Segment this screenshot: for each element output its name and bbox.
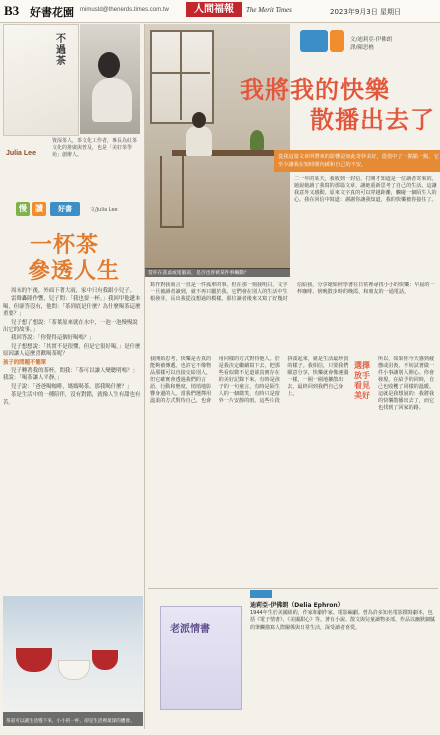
column-tag-slow: 慢 — [16, 202, 30, 216]
left-byline: 文/Julia Lee — [90, 207, 118, 213]
photo-chair — [160, 156, 184, 228]
section-divider — [148, 588, 438, 589]
left-title-line2: 參透人生 — [28, 258, 121, 284]
left-paragraph: 兒子想想說：「其實不是很懂，但是它很好喝。」是什麼原因讓人這麼喜歡喝茶呢？ — [3, 343, 141, 358]
left-paragraph: 茶是生活中的一種陪伴，沒有對錯，就像人生有甜也有苦。 — [3, 392, 141, 406]
author-bio: 資深茶人，茶文化工作者，專長為紅茶文化的推廣與普及，也是「美好茶學苑」創辦人。 — [52, 138, 138, 158]
newspaper-logo-en: The Merit Times — [246, 6, 292, 14]
book-thumb-title: 不過茶 — [56, 34, 66, 67]
left-paragraph: 兒子轉著我的茶杯，問我：「茶可以讓人變聰明嗎？」我說：「喝茶讓人平靜。」 — [3, 368, 138, 382]
photo-window-bar — [150, 72, 210, 74]
main-headline-highlight: 我的快樂 — [290, 75, 390, 104]
column-tag-read: 讀 — [32, 202, 46, 216]
left-title-line1: 一杯茶 — [30, 232, 100, 258]
tea-photo-caption: 茶道可以讓生活慢下來，小小的一杯，卻是生活裡最深的體會。 — [6, 719, 135, 724]
left-paragraph: 兒子說：「爸爸喝咖啡，媽媽喝茶，那我喝什麼？」 — [11, 383, 133, 390]
left-paragraph: 我回答說：「你覺得這個好喝嗎？」 — [11, 335, 95, 342]
book-author-name: 迪莉亞·伊佛朗（Delia Ephron） — [250, 602, 344, 609]
left-subhead: 孩子的問題不簡單 — [3, 359, 47, 366]
book-thumbnail — [3, 24, 79, 136]
main-column-tag2 — [330, 30, 344, 52]
section-email: mimustd@thenerds.times.com.tw — [80, 7, 169, 13]
book-author-bio: 1944年生於美國紐約，作家和劇作家、電影編劇。曾為許多知名電影撰寫劇本，包括《電子情書》、《美國甜心》等。著有小說、散文與兒童讀物多部，作品以幽默細膩的筆觸描寫人際關係與日常生活，深受讀者喜愛。 — [250, 610, 436, 631]
main-deck: 從我這篇文章所帶來的影響是如此奇妙美好，從借中了一點點一點，它至少讓我在短時間內緩和自己的不安。 — [274, 150, 440, 172]
left-paragraph: 雷聲轟隆作響，兒子問：「我也要一杯。」我回甲他遞本喝，但卻答沒有，他問：「茶到底是什麼？為什麼喝茶這麼重要？」 — [3, 296, 141, 318]
author-name: Julia Lee — [6, 150, 36, 157]
main-headline-line2: 散播出去了 — [310, 105, 435, 134]
main-body-part3: 我開始思考，快樂是否真的能夠被傳遞。也許它不像物品那樣可以直接交給別人，但它確實會透過我們的言語、行動和態度，悄悄地影響身邊的人。當我們選擇用溫柔的方式對待自己，也會用同樣的方式對待他人。於是我決定繼續寫下去，把那些看似微不足道卻真實存在的美好記錄下來。有時是孩子的一句童言，有時是陌生人的一個微笑，有時只是窗外一片安靜的雨。這些片段拼湊起來，就是生活最珍貴的樣子。我相信，只要我們願意分享，快樂就會像漣漪一樣，一圈一圈地擴散出去，最終回到我們自己身上。 — [150, 356, 349, 404]
left-article-body — [3, 288, 143, 408]
photo-plant — [250, 130, 264, 150]
issue-date: 2023年9月3日 星期日 — [330, 8, 401, 16]
section-name: 好書花園 — [30, 6, 74, 19]
column-tag-books: 好書 — [50, 202, 80, 216]
main-column-tag — [300, 30, 328, 52]
main-photo-caption: 當你在書桌或電腦前，是否也曾被某件事觸動？ — [148, 271, 249, 276]
newspaper-logo: 人間福報 — [186, 2, 242, 17]
main-body-part2: 寫作對我而言一直是一件孤單的事，但在那一刻我明白，文字一旦被讀者讀到，就不再只屬於我。它們會在別人的生活中生根發芽，長出我從沒想過的模樣。那位讀者後來又寫了好幾封信給我，分享她如何學著在日常裡尋找小小的快樂：早晨的一杯咖啡、傍晚散步時的晚霞、和朋友的一通電話。 — [150, 282, 435, 302]
main-headline-part: 我將 — [240, 75, 290, 104]
left-paragraph: 兒子想了想說：「茶葉原來就在水中，一泡一泡慢慢說出它的故事。」 — [3, 319, 138, 334]
photo-window — [150, 30, 214, 124]
main-byline — [350, 36, 392, 52]
pull-quote: 選擇放手看見美好 — [354, 360, 370, 400]
book-cover-title: 老派情書 — [170, 624, 210, 635]
portrait-head — [98, 52, 120, 78]
main-body-part1: 二一年的某天，我收到一封信，打開才知道是一位讀者寄來的。她說她讀了我寫的那篇文章，讓她重新思考了自己的生活。這讓我意外又感動，原來文字真的可以穿越距離，觸碰一個陌生人的心。我在回信中寫道：謝謝你讓我知道，我的快樂被你接住了。 — [294, 176, 437, 203]
author-info-tag — [250, 590, 272, 598]
portrait-body — [92, 78, 132, 122]
main-byline-author: 文/迪莉亞·伊佛朗 — [350, 37, 393, 43]
main-body-part4: 所以，如果你今天感到疲憊或沮喪，不妨試著做一件小事讓別人開心。你會發現，在給予的同時，自己也收穫了同樣的溫暖。這就是我想說的：我將我的快樂散播出去了，而它也找到了回家的路。 — [378, 356, 435, 411]
left-paragraph: 周末的午後，外面下著大雨，家中只有我跟小兒子。 — [11, 288, 135, 294]
photo-person-body — [186, 126, 212, 156]
main-byline-translator: 譯/陳思樵 — [350, 45, 374, 51]
photo-window-bar — [180, 30, 182, 120]
photo-person-head — [192, 112, 206, 128]
section-code: B3 — [4, 3, 20, 18]
